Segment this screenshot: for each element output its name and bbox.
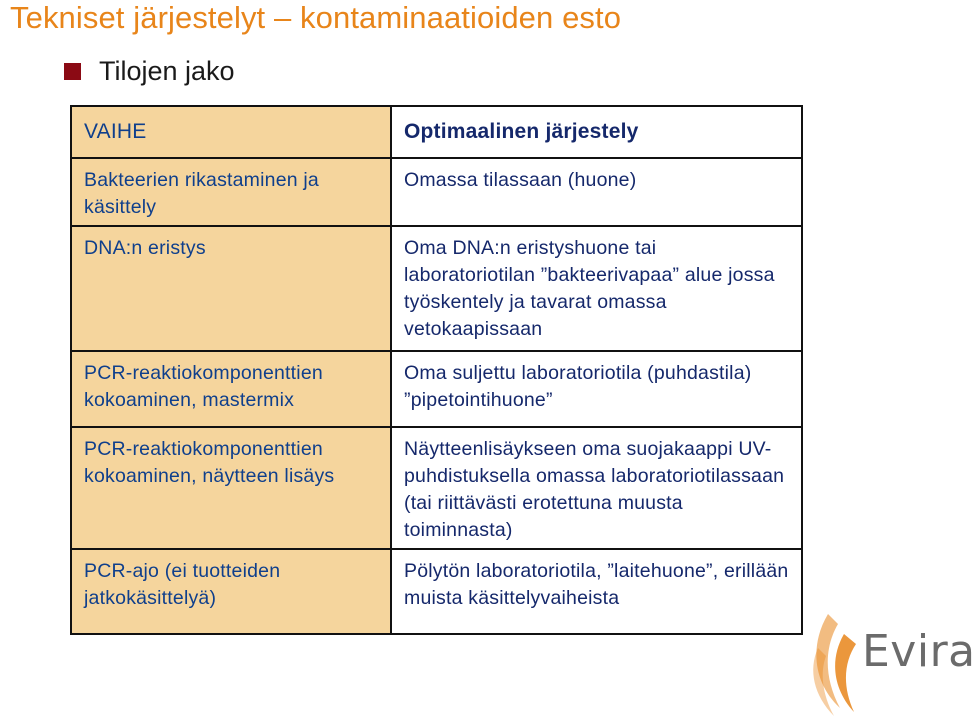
phase-cell: PCR-reaktiokomponenttien kokoaminen, näytteen lisäys bbox=[71, 427, 391, 549]
square-bullet-icon bbox=[64, 63, 81, 80]
phase-table bbox=[70, 105, 803, 635]
phase-cell: Bakteerien rikastaminen ja käsittely bbox=[71, 158, 391, 226]
table-row bbox=[71, 158, 802, 226]
table-row bbox=[71, 549, 802, 634]
slide-title: Tekniset järjestelyt – kontaminaatioiden esto bbox=[10, 0, 622, 35]
arrangement-cell: Näytteenlisäykseen oma suojakaappi UV-puhdistuksella omassa laboratoriotilassaan (tai riittävästi erotettuna muusta toiminnasta) bbox=[391, 427, 802, 549]
arrangement-cell: Omassa tilassaan (huone) bbox=[391, 158, 802, 226]
table-row bbox=[71, 351, 802, 427]
evira-logo-text: Evira bbox=[862, 626, 976, 677]
phase-cell: PCR-ajo (ei tuotteiden jatkokäsittelyä) bbox=[71, 549, 391, 634]
arrangement-cell: Oma suljettu laboratoriotila (puhdastila) ”pipetointihuone” bbox=[391, 351, 802, 427]
arrangement-cell: Pölytön laboratoriotila, ”laitehuone”, erillään muista käsittelyvaiheista bbox=[391, 549, 802, 634]
table-row bbox=[71, 226, 802, 351]
header-arrangement: Optimaalinen järjestely bbox=[391, 106, 802, 158]
bullet-text: Tilojen jako bbox=[99, 56, 235, 86]
phase-cell: DNA:n eristys bbox=[71, 226, 391, 351]
bullet-item bbox=[64, 56, 235, 87]
table-row bbox=[71, 427, 802, 549]
arrangement-cell: Oma DNA:n eristyshuone tai laboratoriotilan ”bakteerivapaa” alue jossa työskentely ja tavarat omassa vetokaapissaan bbox=[391, 226, 802, 351]
table-header-row bbox=[71, 106, 802, 158]
header-phase: VAIHE bbox=[71, 106, 391, 158]
phase-cell: PCR-reaktiokomponenttien kokoaminen, mastermix bbox=[71, 351, 391, 427]
